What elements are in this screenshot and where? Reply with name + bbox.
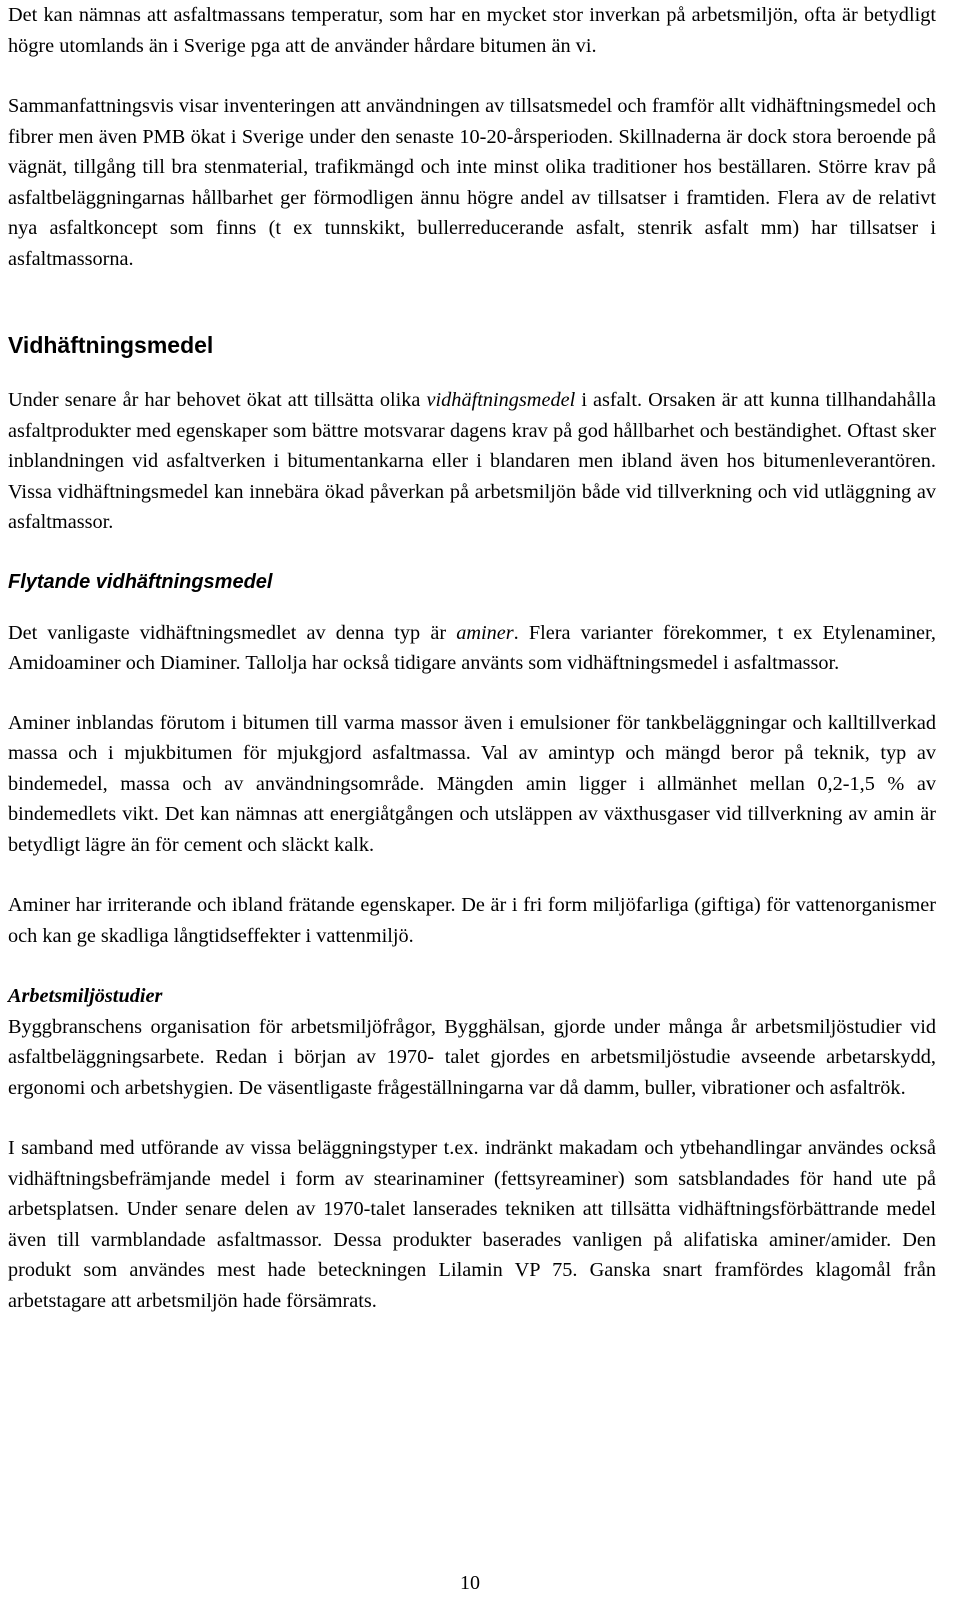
emphasis-aminer: aminer — [456, 621, 514, 644]
section-heading-arbetsmiljostudier: Arbetsmiljöstudier — [8, 985, 163, 1007]
flytande-paragraph-1: Det vanligaste vidhäftningsmedlet av denna typ är aminer. Flera varianter förekommer, t ex Etylenaminer, Amidoaminer och Diaminer. Tallolja har också tidigare använts som vidhäftningsmedel i asfaltmassor. — [8, 621, 936, 674]
intro-paragraph: Det kan nämnas att asfaltmassans temperatur, som har en mycket stor inverkan på arbetsmiljön, ofta är betydligt högre utomlands än i Sverige pga att de använder hårdare bitumen än vi. — [8, 4, 936, 57]
section-heading-flytande: Flytande vidhäftningsmedel — [8, 570, 273, 593]
vidhaftningsmedel-paragraph: Under senare år har behovet ökat att tillsätta olika vidhäftningsmedel i asfalt. Orsaken är att kunna tillhandahålla asfaltprodukter med egenskaper som bättre motsvarar dagens krav på god hållbarhet och beständighet. Oftast sker inblandningen vid asfaltverken i bitumentankarna eller i blandaren men ibland även hos bitumenleverantören. Vissa vidhäftningsmedel kan innebära ökad påverkan på arbetsmiljön både vid tillverkning och vid utläggning av asfaltmassor. — [8, 389, 936, 533]
flytande-paragraph-3: Aminer har irriterande och ibland frätande egenskaper. De är i fri form miljöfarliga (giftiga) för vattenorganismer och kan ge skadliga långtidseffekter i vattenmiljö. — [8, 894, 936, 947]
emphasis-vidhaftningsmedel: vidhäftningsmedel — [426, 389, 576, 411]
arbetsmiljo-paragraph-1: Byggbranschens organisation för arbetsmiljöfrågor, Bygghälsan, gjorde under många år arbetsmiljöstudier vid asfaltbeläggningsarbete. Redan i början av 1970- talet gjordes en arbetsmiljöstudie avseende arbetarskydd, ergonomi och arbetshygien. De väsentligaste frågeställningarna var då damm, buller, vibrationer och asfaltrök. — [8, 1015, 936, 1099]
document-page — [8, 0, 936, 1316]
flytande-paragraph-2: Aminer inblandas förutom i bitumen till varma massor även i emulsioner för tankbeläggningar och kalltillverkad massa och i mjukbitumen för mjukgjord asfaltmassa. Val av amintyp och mängd beror på teknik, typ av bindemedel, massa och av användningsområde. Mängden amin ligger i allmänhet mellan 0,2-1,5 % av bindemedlets vikt. Det kan nämnas att energiåtgången och utsläppen av växthusgaser vid tillverkning av amin är betydligt lägre än för cement och släckt kalk. — [8, 711, 936, 856]
section-heading-vidhaftningsmedel: Vidhäftningsmedel — [8, 332, 214, 358]
arbetsmiljo-paragraph-2: I samband med utförande av vissa beläggningstyper t.ex. indränkt makadam och ytbehandlingar användes också vidhäftningsbefrämjande medel i form av stearinaminer (fettsyreaminer) som satsblandades för hand ute på arbetsplatsen. Under senare delen av 1970-talet lanserades tekniken att tillsätta vidhäftningsförbättrande medel även till varmblandade asfaltmassor. Dessa produkter baserades vanligen på alifatiska aminer/amider. Den produkt som användes mest hade beteckningen Lilamin VP 75. Ganska snart framfördes klagomål från arbetstagare att arbetsmiljön hade försämrats. — [8, 1137, 936, 1312]
page-number: 10 — [460, 1572, 480, 1594]
summary-paragraph: Sammanfattningsvis visar inventeringen att användningen av tillsatsmedel och framför allt vidhäftningsmedel och fibrer men även PMB ökat i Sverige under den senaste 10-20-årsperioden. Skillnaderna är dock stora beroende på vägnät, tillgång till bra stenmaterial, trafikmängd och inte minst olika traditioner hos beställaren. Större krav på asfaltbeläggningarnas hållbarhet ger förmodligen ännu högre andel av tillsatser i framtiden. Flera av de relativt nya asfaltkoncept som finns (t ex tunnskikt, bullerreducerande asfalt, stenrik asfalt mm) har tillsatser i asfaltmassorna. — [8, 95, 936, 270]
